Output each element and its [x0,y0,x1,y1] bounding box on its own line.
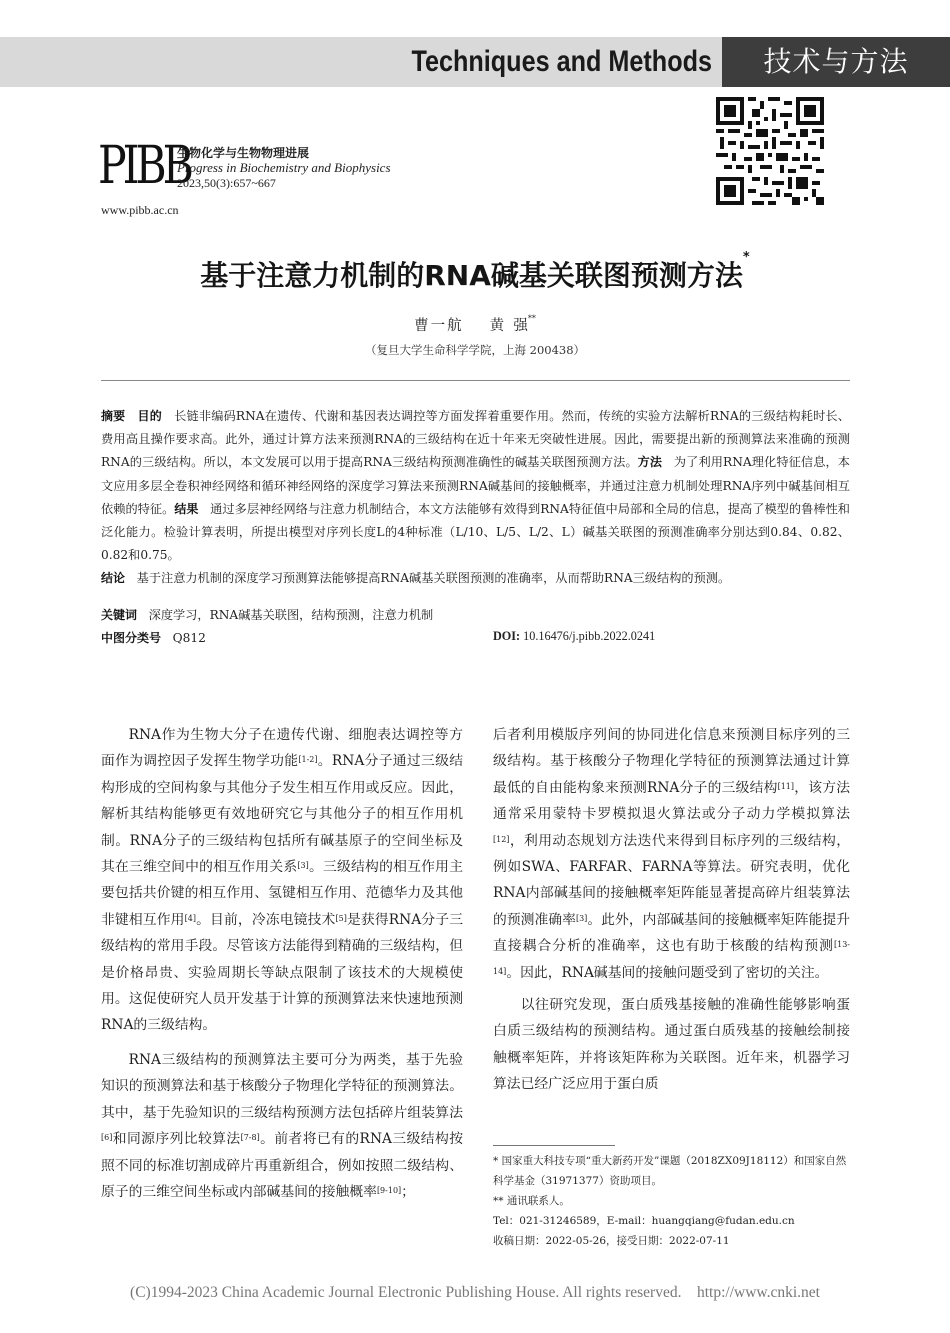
classification [101,629,206,646]
citation[interactable]: [3] [575,913,588,923]
text-run: ，利用动态规划方法迭代来得到目标序列的三级结构，例如SWA、FARFAR、FARNA等算法。研究表明，优化RNA内部碱基间的接触概率矩阵能显著提高碎片组装算法的预测准确率 [493,832,850,928]
abstract-objective-label: 目的 [137,409,162,423]
paragraph [101,722,463,1039]
citation[interactable]: [9-10] [376,1185,402,1195]
title-footnote-mark: * [742,250,750,265]
citation[interactable]: [7-8] [240,1133,260,1143]
text-run: 。目前，冷冻电镜技术 [195,911,336,928]
text-run: 。前者将已有的RNA三级结构按照不同的标准切割成碎片再重新组合，例如按照二级结构、原子的三维空间坐标或内部碱基间的接触概率 [101,1131,463,1200]
classification-label: 中图分类号 [101,631,162,645]
paragraph [493,722,850,986]
doi-label: DOI: [493,629,521,643]
section-title-cn: 技术与方法 [763,45,909,78]
journal-logo: PIBB [98,136,190,196]
abstract-result-label: 结果 [174,501,199,516]
text-run: 以往研究发现，蛋白质残基接触的准确性能够影响蛋白质三级结构的预测结构。通过蛋白质残基的接触绘制接触概率矩阵，并将该矩阵称为关联图。近年来，机器学习算法已经广泛应用于蛋白质 [493,997,850,1093]
text-run: RNA三级结构的预测算法主要可分为两类，基于先验知识的预测算法和基于核酸分子物理化学特征的预测算法。其中，基于先验知识的三级结构预测方法包括碎片组装算法 [101,1051,463,1121]
citation[interactable]: [6] [101,1133,113,1143]
qr-code-icon [716,97,824,205]
article-title [0,250,950,294]
section-title-en: Techniques and Methods [411,45,712,78]
text-run: ； [401,1183,415,1200]
abstract-label: 摘要 [101,409,126,423]
journal-name-cn: 生物化学与生物物理进展 [177,146,310,160]
footnote-corresponding: ** 通讯联系人。 [493,1195,570,1207]
keywords [101,606,433,623]
abstract-objective: 长链非编码RNA在遗传、代谢和基因表达调控等方面发挥着重要作用。然而，传统的实验方法解析RNA的三级结构耗时长、费用高且操作要求高。此外，通过计算方法来预测RNA的三级结构在近十年来无突破性进展。因此，需要提出新的预测算法来准确的预测RNA的三级结构。所以，本文发展可以用于提高RNA三级结构预测准确性的碱基关联图预测方法。 [101,409,850,470]
abstract-conclusion-label: 结论 [101,571,126,586]
footnote-contact: Tel：021-31246589，E-mail：huangqiang@fudan.edu.cn [493,1215,795,1227]
journal-issue: 2023,50(3):657~667 [177,176,276,190]
author-1: 曹一航 [414,318,464,334]
body-column-right [493,722,850,1098]
text-run: 。此外，内部碱基间的接触概率矩阵能提升直接耦合分析的准确率，这也有助于核酸的结构预测 [493,911,851,955]
text-run: 后者利用模版序列间的协同进化信息来预测目标序列的三级结构。基于核酸分子物理化学特征的预测算法通过计算最低的自由能构象来预测RNA分子的三级结构 [493,727,850,796]
citation[interactable]: [11] [777,781,794,791]
affiliation: （复旦大学生命科学学院，上海 200438） [364,343,586,357]
author-2-mark: ** [527,314,536,323]
paragraph [101,1047,463,1205]
text-run: 和同源序列比较算法 [112,1131,241,1148]
citation[interactable]: [4] [184,913,196,923]
keywords-text: 深度学习，RNA碱基关联图，结构预测，注意力机制 [148,608,434,622]
body-column-left [101,722,463,1205]
abstract-method: 为了利用RNA理化特征信息，本文应用多层全卷积神经网络和循环神经网络的深度学习算法来预测RNA碱基间的接触概率，并通过注意力机制处理RNA序列中碱基间相互依赖的特征。 [101,455,850,516]
abstract-method-label: 方法 [637,455,662,470]
journal-url[interactable]: www.pibb.ac.cn [101,203,179,217]
abstract-result: 通过多层神经网络与注意力机制结合，本文方法能够有效得到RNA特征值中局部和全局的信息，提高了模型的鲁棒性和泛化能力。检验计算表明，所提出模型对序列长度L的4种标准（L/10、L/5、L/2、L）碱基关联图的预测准确率分别达到0.84、0.82、0.82和0.75。 [101,501,850,563]
divider [101,380,850,381]
citation[interactable]: [12] [493,834,510,844]
footnote-divider [493,1145,615,1146]
abstract [101,405,850,591]
citation[interactable]: [5] [335,913,347,923]
text-run: ，该方法通常采用蒙特卡罗模拟退火算法或分子动力学模拟算法 [493,779,850,823]
keywords-label: 关键词 [101,608,138,622]
text-run: 。因此，RNA碱基间的接触问题受到了密切的关注。 [506,964,829,981]
footnote-dates: 收稿日期：2022-05-26，接受日期：2022-07-11 [493,1235,730,1247]
author-2: 黄 强 [489,318,528,334]
text-run: 。RNA分子通过三级结构形成的空间构象与其他分子发生相互作用或反应。因此，解析其结构能够更有效地研究它与其他分子的相互作用机制。RNA分子的三级结构包括所有碱基原子的空间坐标及其在三维空间中的相互作用关系 [101,753,463,876]
text-run: RNA作为生物大分子在遗传代谢、细胞表达调控等方面作为调控因子发挥生物学功能 [101,727,463,770]
doi-value[interactable]: 10.16476/j.pibb.2022.0241 [523,629,656,643]
text-run: 。三级结构的相互作用主要包括共价键的相互作用、氢键相互作用、范德华力及其他非键相互作用 [101,859,464,928]
doi [493,629,655,644]
abstract-conclusion: 基于注意力机制的深度学习预测算法能够提高RNA碱基关联图预测的准确率，从而帮助RNA三级结构的预测。 [136,571,731,586]
copyright-footer: (C)1994-2023 China Academic Journal Electronic Publishing House. All rights reserved. http://www.cnki.net [130,1284,820,1301]
citation[interactable]: [13-14] [493,940,850,976]
journal-name-en: Progress in Biochemistry and Biophysics [177,160,391,175]
citation[interactable]: [3] [297,861,309,871]
citation[interactable]: [1-2] [298,755,318,765]
classification-value: Q812 [172,631,206,645]
paragraph [493,992,850,1098]
article-title-text: 基于注意力机制的RNA碱基关联图预测方法 [200,259,743,292]
text-run: 是获得RNA分子三级结构的常用手段。尽管该方法能得到精确的三级结构，但是价格昂贵、实验周期长等缺点限制了该技术的大规模使用。这促使研究人员开发基于计算的预测算法来快速地预测RNA的三级结构。 [101,911,464,1034]
footnote-funding: * 国家重大科技专项“重大新药开发”课题（2018ZX09J18112）和国家自然科学基金（31971377）资助项目。 [493,1155,847,1187]
author-list [0,314,950,335]
